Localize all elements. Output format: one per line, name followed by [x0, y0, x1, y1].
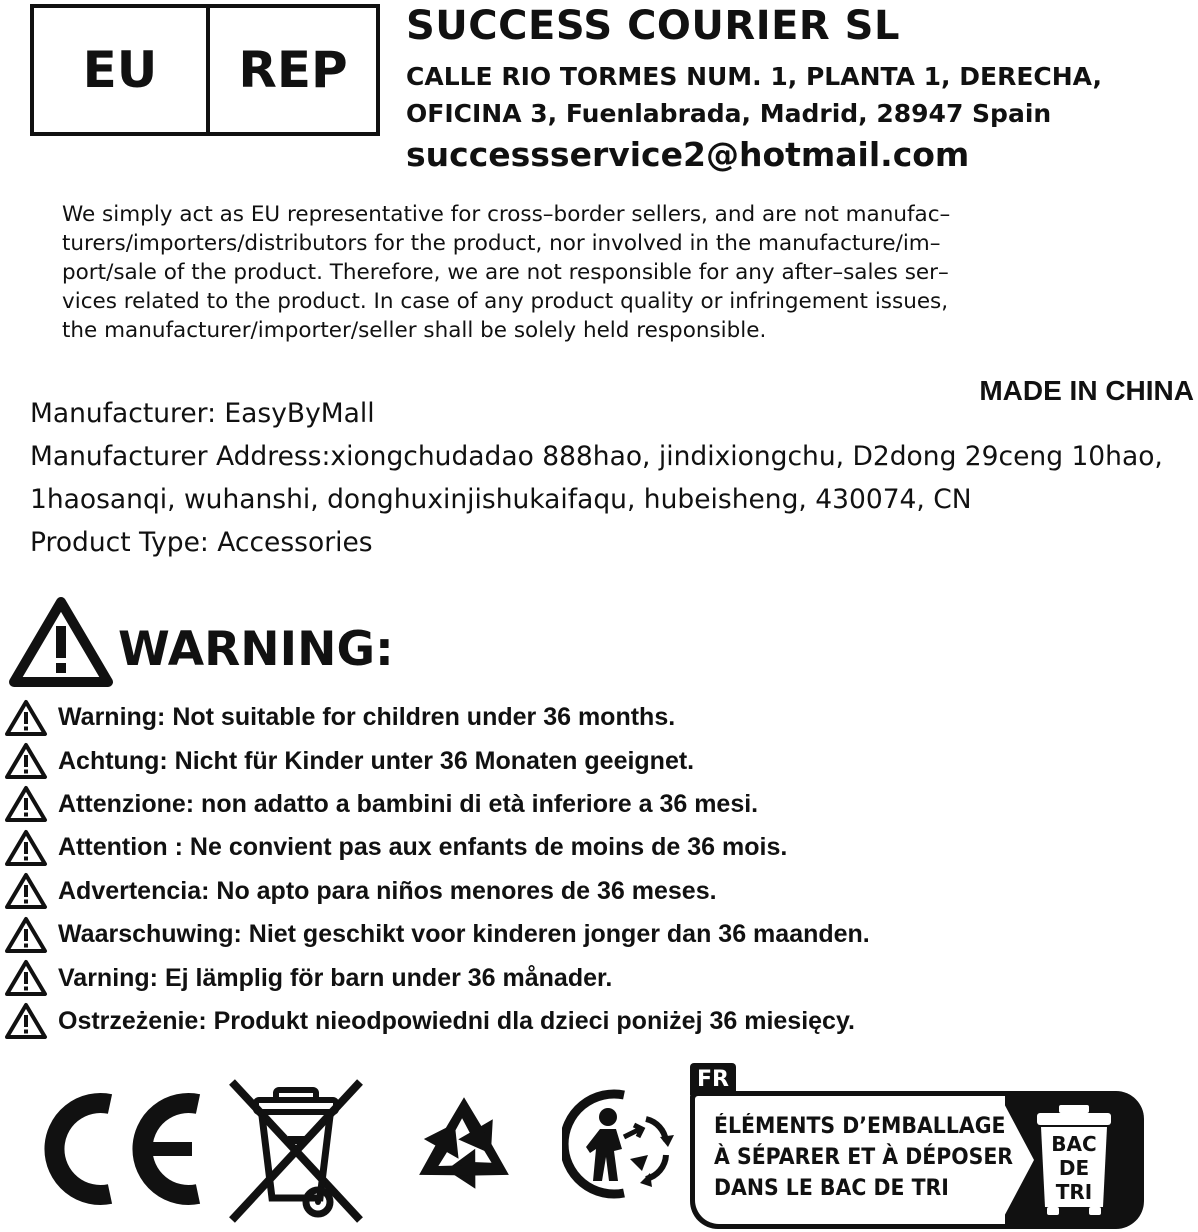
warning-text: Waarschuwing: Niet geschikt voor kinderen jonger dan 36 maanden. [58, 920, 870, 949]
warning-text: Advertencia: No apto para niños menores de 36 meses. [58, 876, 717, 905]
warning-triangle-icon [4, 916, 48, 954]
fr-line: À SÉPARER ET À DÉPOSER [714, 1145, 1014, 1170]
warning-text: Attention : Ne convient pas aux enfants de moins de 36 mois. [58, 833, 788, 862]
manufacturer-info [30, 392, 1190, 564]
recycle-icon [390, 1078, 538, 1220]
warning-item [4, 739, 870, 782]
warning-triangle-icon [4, 785, 48, 823]
eu-label: EU [34, 8, 210, 132]
warning-item [4, 956, 870, 999]
address-line: CALLE RIO TORMES NUM. 1, PLANTA 1, DERECHA, [406, 62, 1102, 91]
fr-line: ÉLÉMENTS D’EMBALLAGE [714, 1114, 1006, 1139]
sorting-bin-icon [1033, 1103, 1115, 1219]
fr-sorting-text [714, 1111, 1013, 1204]
warning-item [4, 826, 870, 869]
warning-text: Varning: Ej lämplig för barn under 36 månader. [58, 963, 613, 992]
crossed-bin-icon [226, 1078, 366, 1224]
warning-item [4, 696, 870, 739]
disclaimer-line: We simply act as EU representative for cross–border sellers, and are not manufac– [62, 202, 951, 227]
warning-item [4, 913, 870, 956]
warning-triangle-icon [4, 1002, 48, 1040]
representative-company: SUCCESS COURIER SL [406, 3, 900, 49]
fr-sorting-info [690, 1091, 1144, 1229]
warning-triangle-icon [4, 699, 48, 737]
warning-triangle-icon [8, 596, 114, 690]
warning-text: Ostrzeżenie: Produkt nieodpowiedni dla dzieci poniżej 36 miesięcy. [58, 1006, 855, 1035]
rep-label: REP [238, 41, 348, 99]
warning-triangle-icon [4, 872, 48, 910]
warning-item [4, 870, 870, 913]
fr-line: DANS LE BAC DE TRI [714, 1176, 949, 1201]
manufacturer-address: Manufacturer Address:xiongchudadao 888hao, jindixiongchu, D2dong 29ceng 10hao, [30, 441, 1163, 472]
warning-triangle-icon [4, 959, 48, 997]
warning-item [4, 1000, 870, 1043]
address-line: OFICINA 3, Fuenlabrada, Madrid, 28947 Spain [406, 99, 1052, 128]
bin-text: DE [1058, 1156, 1090, 1180]
made-in-label: MADE IN CHINA [979, 375, 1194, 406]
triman-icon [562, 1085, 680, 1203]
disclaimer-line: turers/importers/distributors for the product, nor involved in the manufacture/im– [62, 231, 941, 256]
warning-list [4, 696, 870, 1043]
disclaimer-text [62, 200, 1177, 345]
disclaimer-line: the manufacturer/importer/seller shall be solely held responsible. [62, 318, 767, 343]
manufacturer-address: 1haosanqi, wuhanshi, donghuxinjishukaifaqu, hubeisheng, 430074, CN [30, 484, 972, 515]
warning-title: WARNING: [118, 622, 394, 677]
warning-text: Warning: Not suitable for children under 36 months. [58, 703, 676, 732]
fr-label: FR [690, 1063, 736, 1095]
warning-text: Achtung: Nicht für Kinder unter 36 Monaten geeignet. [58, 746, 695, 775]
bin-text: BAC [1051, 1132, 1097, 1156]
disclaimer-line: port/sale of the product. Therefore, we are not responsible for any after–sales ser– [62, 260, 949, 285]
ce-mark-icon [38, 1090, 208, 1208]
warning-triangle-icon [4, 742, 48, 780]
product-type: Product Type: Accessories [30, 527, 373, 558]
warning-triangle-icon [4, 829, 48, 867]
eu-rep-box [30, 4, 380, 136]
disclaimer-line: vices related to the product. In case of any product quality or infringement issues, [62, 289, 949, 314]
manufacturer-name: Manufacturer: EasyByMall [30, 398, 375, 429]
bin-text: TRI [1055, 1180, 1093, 1204]
warning-text: Attenzione: non adatto a bambini di età inferiore a 36 mesi. [58, 789, 759, 818]
representative-address [406, 58, 1102, 132]
representative-email: successservice2@hotmail.com [406, 135, 970, 174]
warning-item [4, 783, 870, 826]
